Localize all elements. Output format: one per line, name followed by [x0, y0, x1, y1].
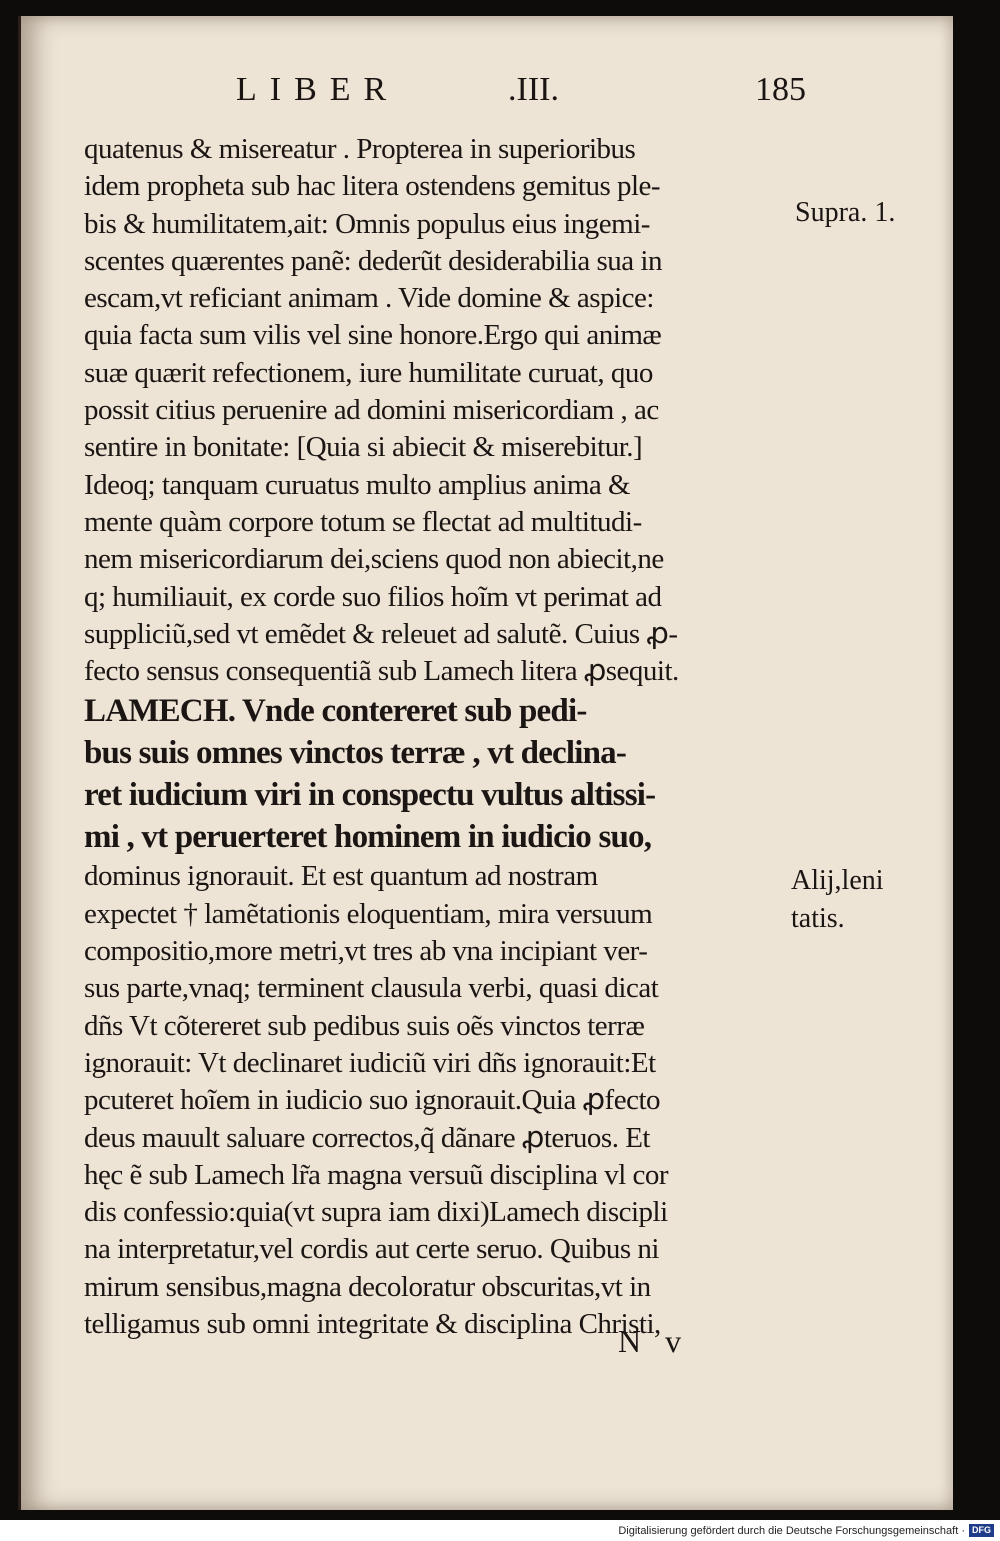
- text-line: mirum sensibus,magna decoloratur obscuritas,vt in: [84, 1270, 651, 1303]
- text-line: sentire in bonitate: [Quia si abiecit & miserebitur.]: [84, 431, 643, 464]
- body-text: [84, 131, 794, 1343]
- text-line: mi , vt peruerteret hominem in iudicio suo,: [84, 819, 652, 856]
- running-header: [236, 71, 806, 117]
- text-line: quia facta sum vilis vel sine honore.Ergo qui animæ: [84, 319, 662, 352]
- footer-text: Digitalisierung gefördert durch die Deutsche Forschungsgemeinschaft ·: [618, 1524, 965, 1537]
- text-line: LAMECH. Vnde contereret sub pedi-: [84, 693, 587, 730]
- text-line: nem misericordiarum dei,sciens quod non abiecit,ne: [84, 543, 664, 576]
- text-line: ret iudicium viri in conspectu vultus altissi-: [84, 777, 656, 814]
- text-line: bis & humilitatem,ait: Omnis populus eius ingemi-: [84, 207, 650, 240]
- dfg-logo: DFG: [969, 1524, 994, 1537]
- text-line: dis confessio:quia(vt supra iam dixi)Lamech discipli: [84, 1196, 668, 1229]
- text-line: suæ quærit refectionem, iure humilitate curuat, quo: [84, 356, 653, 389]
- text-line: suppliciũ,sed vt emẽdet & releuet ad salutẽ. Cuius ꝓ-: [84, 617, 678, 650]
- text-line: compositio,more metri,vt tres ab vna incipiant ver-: [84, 935, 648, 968]
- text-line: scentes quærentes panẽ: dederũt desiderabilia sua in: [84, 244, 662, 277]
- text-line: dñs Vt cõtereret sub pedibus suis oẽs vinctos terræ: [84, 1009, 645, 1042]
- text-line: idem propheta sub hac litera ostendens gemitus ple-: [84, 170, 661, 203]
- text-line: telligamus sub omni integritate & disciplina Christi,: [84, 1308, 661, 1341]
- text-line: expectet † lamẽtationis eloquentiam, mira versuum: [84, 897, 653, 930]
- text-line: pcuteret hoĩem in iudicio suo ignorauit.Quia ꝓfecto: [84, 1084, 660, 1117]
- text-line: na interpretatur,vel cordis aut certe seruo. Quibus ni: [84, 1233, 659, 1266]
- page-number: 185: [755, 71, 806, 108]
- header-title: LIBER: [236, 71, 400, 108]
- text-line: deus mauult saluare correctos,q̃ dãnare ꝓteruos. Et: [84, 1121, 650, 1154]
- margin-note-alij-line1: Alij,leni: [791, 865, 884, 896]
- text-line: sus parte,vnaq; terminent clausula verbi, quasi dicat: [84, 972, 659, 1005]
- text-line: quatenus & misereatur . Propterea in superioribus: [84, 133, 636, 165]
- text-line: ignorauit: Vt declinaret iudiciũ viri dñs ignorauit:Et: [84, 1046, 656, 1079]
- text-line: dominus ignorauit. Et est quantum ad nostram: [84, 860, 598, 893]
- text-line: bus suis omnes vinctos terræ , vt declina-: [84, 735, 627, 772]
- text-line: fecto sensus consequentiã sub Lamech litera ꝓsequit.: [84, 655, 679, 688]
- text-line: Ideoq; tanquam curuatus multo amplius anima &: [84, 468, 631, 501]
- text-line: q; humiliauit, ex corde suo filios hoĩm vt perimat ad: [84, 580, 662, 613]
- text-line: possit citius peruenire ad domini misericordiam , ac: [84, 394, 659, 427]
- margin-note-alij-line2: tatis.: [791, 903, 845, 934]
- margin-note-supra: Supra. 1.: [795, 197, 896, 228]
- book-page: [18, 16, 953, 1510]
- header-book-number: .III.: [508, 71, 559, 108]
- text-line: mente quàm corpore totum se flectat ad multitudi-: [84, 505, 642, 538]
- digitization-footer: [618, 1522, 994, 1539]
- text-line: hęc ẽ sub Lamech lr̃a magna versuũ disciplina vl cor: [84, 1158, 669, 1191]
- text-line: escam,vt reficiant animam . Vide domine & aspice:: [84, 282, 654, 315]
- signature-mark: N v: [618, 1323, 690, 1359]
